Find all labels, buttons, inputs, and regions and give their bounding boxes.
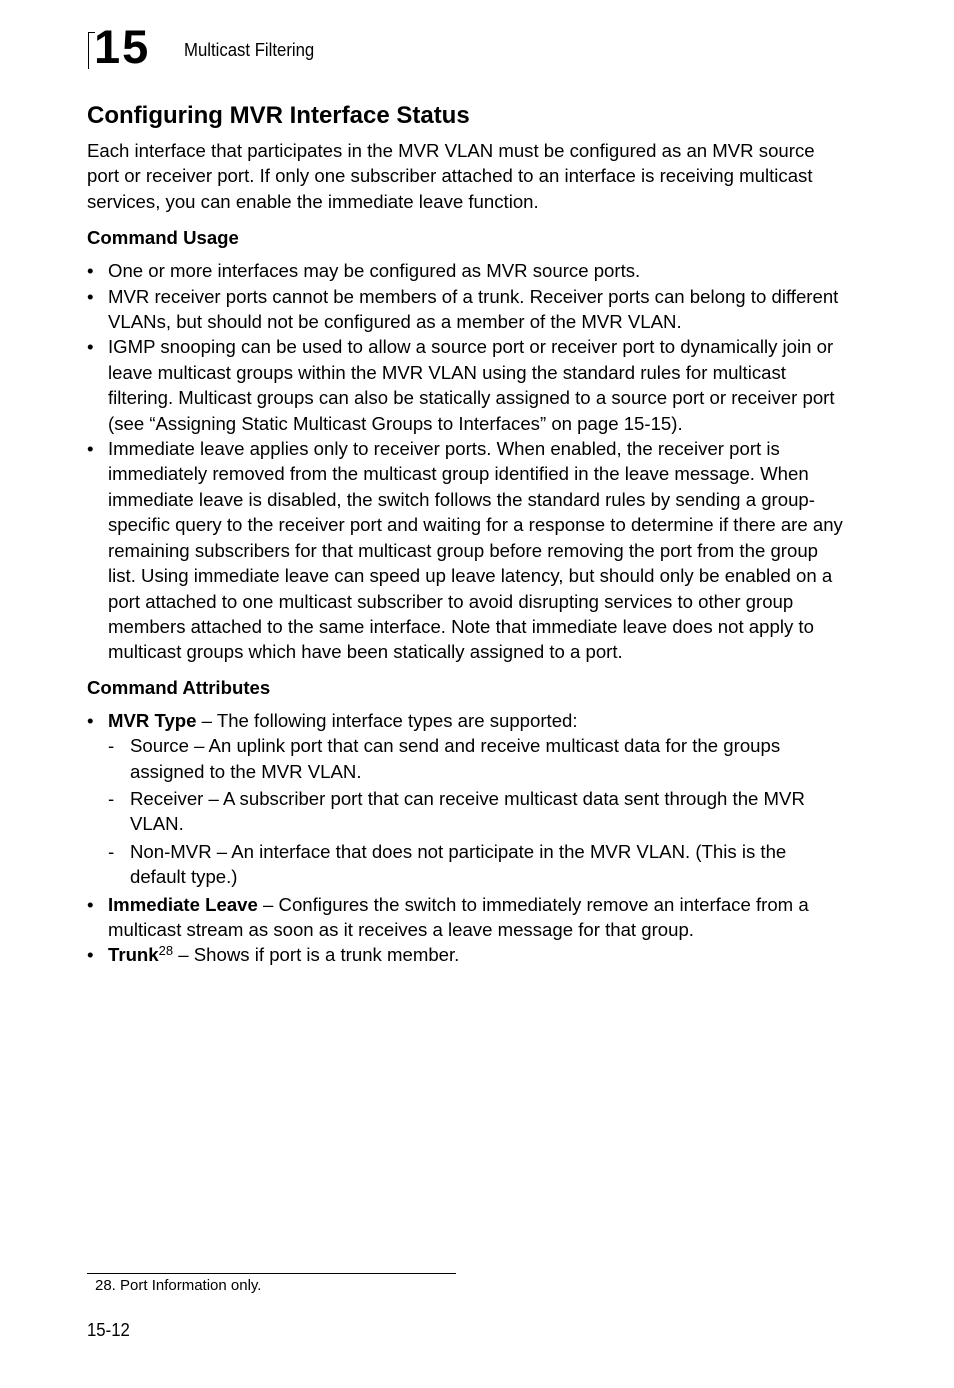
bullet-icon: • — [87, 893, 94, 915]
command-usage-list — [87, 258, 847, 665]
attribute-term: Trunk — [108, 944, 159, 966]
footnote-text: 28. Port Information only. — [95, 1277, 262, 1294]
list-item-text: One or more interfaces may be configured as MVR source ports. — [108, 260, 641, 282]
list-item — [87, 334, 847, 436]
list-item — [87, 258, 847, 283]
chapter-number: 15 — [94, 20, 151, 73]
footnote-divider — [87, 1273, 456, 1274]
attribute-immediate-leave — [87, 892, 847, 943]
mvr-type-options — [108, 733, 847, 889]
bullet-icon: • — [87, 285, 94, 307]
list-item — [87, 436, 847, 665]
option-text: Receiver – A subscriber port that can receive multicast data sent through the MVR VLAN. — [130, 787, 805, 835]
attribute-trunk — [87, 942, 847, 967]
command-attributes-list — [87, 708, 847, 968]
list-item-text: IGMP snooping can be used to allow a source port or receiver port to dynamically join or leave multicast groups within the MVR VLAN using the standard rules for multicast filtering. Multicast groups can also be statically assigned to a source port or receiver port (see “Assigning Static Multicast Groups to Interfaces” on page 15-15). — [108, 336, 835, 434]
bullet-icon: • — [87, 260, 94, 282]
dash-icon: - — [108, 840, 115, 862]
command-usage-heading: Command Usage — [87, 227, 239, 249]
option-text: Non-MVR – An interface that does not participate in the MVR VLAN. (This is the default type.) — [130, 840, 787, 888]
option-text: Source – An uplink port that can send and receive multicast data for the groups assigned to the MVR VLAN. — [130, 735, 781, 782]
attribute-term: Immediate Leave — [108, 893, 258, 915]
attribute-desc: – Configures the switch to immediately remove an interface from a multicast stream as soon as it receives a leave message for that group. — [108, 893, 809, 940]
list-item — [108, 786, 847, 837]
page-content — [87, 100, 847, 968]
dash-icon: - — [108, 735, 115, 757]
intro-paragraph: Each interface that participates in the MVR VLAN must be configured as an MVR source port or receiver port. If only one subscriber attached to an interface is receiving multicast services, you can enable the immediate leave function. — [87, 140, 815, 212]
list-item-text: MVR receiver ports cannot be members of a trunk. Receiver ports can belong to different VLANs, but should not be configured as a member of the MVR VLAN. — [108, 285, 839, 333]
attribute-desc: – Shows if port is a trunk member. — [173, 944, 460, 966]
bullet-icon: • — [87, 438, 94, 460]
list-item — [108, 733, 847, 784]
attribute-term: MVR Type — [108, 709, 197, 731]
bullet-icon: • — [87, 944, 94, 966]
bullet-icon: • — [87, 336, 94, 358]
dash-icon: - — [108, 787, 115, 809]
list-item-text: Immediate leave applies only to receiver ports. When enabled, the receiver port is immediately removed from the multicast group identified in the leave message. When immediate leave is disabled, the switch follows the standard rules by sending a group-specific query to the receiver port and waiting for a response to determine if there are any remaining subscribers for that multicast group before removing the port from the group list. Using immediate leave can speed up leave latency, but should only be enabled on a port attached to one multicast subscriber to avoid disrupting services to other group members attached to the same interface. Note that immediate leave does not apply to multicast groups which have been statically assigned to a port. — [108, 438, 843, 663]
attribute-desc: – The following interface types are supported: — [196, 709, 578, 731]
section-title: Configuring MVR Interface Status — [87, 102, 470, 129]
chapter-badge — [88, 20, 178, 73]
list-item — [87, 284, 847, 335]
list-item — [108, 839, 847, 890]
running-header-title: Multicast Filtering — [184, 40, 315, 60]
bullet-icon: • — [87, 709, 94, 731]
command-attributes-heading: Command Attributes — [87, 676, 271, 698]
attribute-mvr-type — [87, 708, 847, 890]
page-number: 15-12 — [87, 1320, 130, 1340]
footnote-ref[interactable]: 28 — [158, 943, 174, 959]
